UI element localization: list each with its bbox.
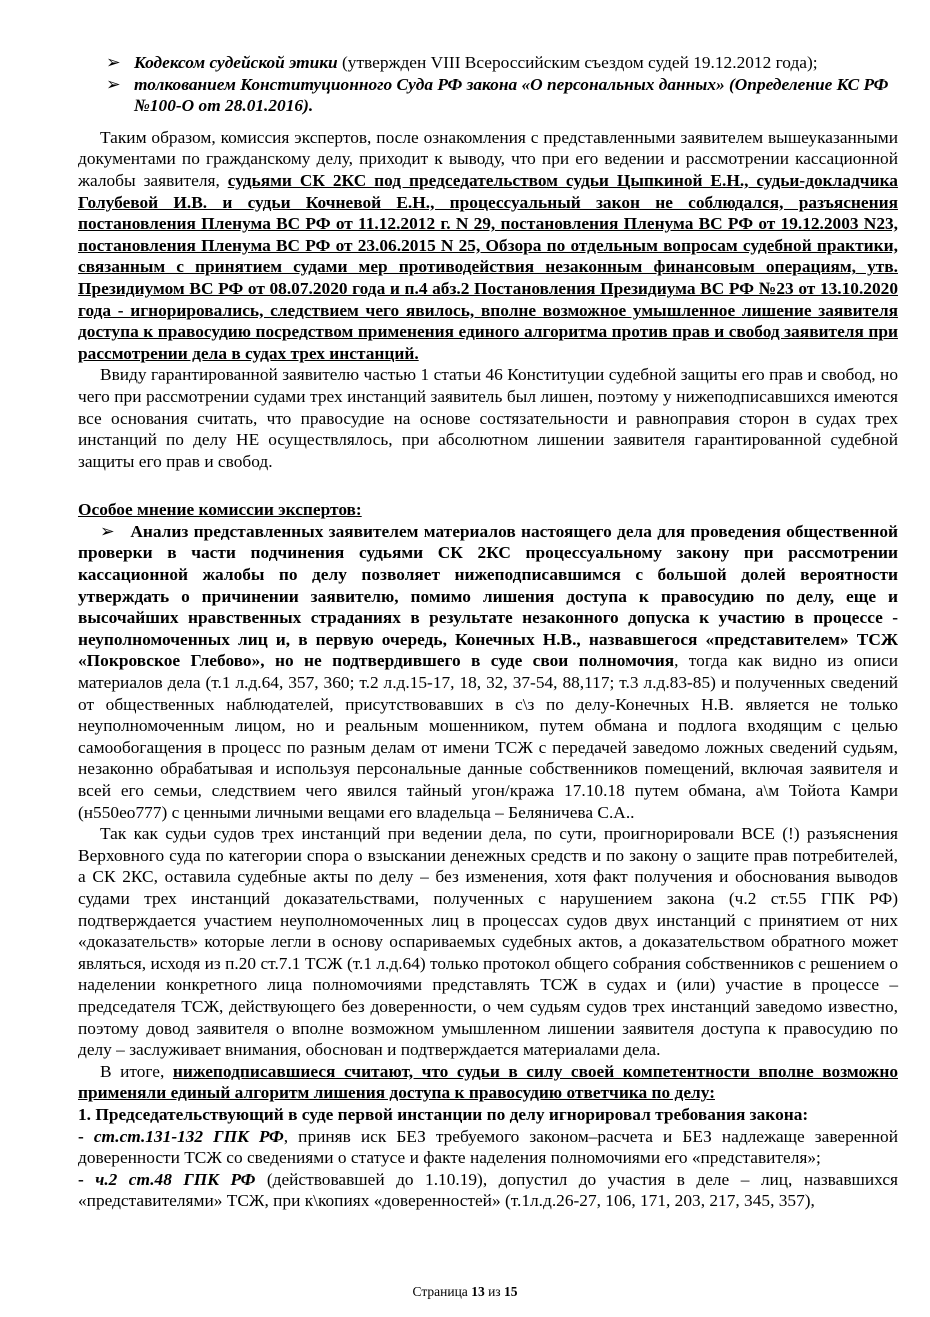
list-item: - ч.2 ст.48 ГПК РФ (действовавшей до 1.10.19), допустил до участия в деле – лиц, назвавшихся «представителями» ТСЖ, при к\копиях «доверенностей» (т.1л.д.26-27, 106, 171, 203, 217, 345, 357), xyxy=(78,1169,898,1211)
section-heading: Особое мнение комиссии экспертов: xyxy=(78,500,362,520)
paragraph-result: В итоге, нижеподписавшиеся считают, что судьи в силу своей компетентности вполне возможно применяли единый алгоритм лишения доступа к правосудию ответчика по делу: xyxy=(78,1061,898,1103)
current-page: 13 xyxy=(471,1284,485,1299)
paragraph-conclusion: Таким образом, комиссия экспертов, после ознакомления с представленными заявителем вышеуказанными документами по гражданскому делу, приходит к выводу, что при его ведении и рассмотрении кассационной жалобы заявителя, судьями СК 2КС под председательством судьи Цыпкиной Е.Н., судьи-докладчика Голубевой И.В. и судьи Кочневой Е.Н., процессуальный закон не соблюдался, разъяснения постановления Пленума ВС РФ от 11.12.2012 г. N 29, постановления Пленума ВС РФ от 19.12.2003 N23, постановления Пленума ВС РФ от 23.06.2015 N 25, Обзора по отдельным вопросам судебной практики, связанным с принятием судами мер противодействия незаконным финансовым операциям, утв. Президиумом ВС РФ от 08.07.2020 года и п.4 абз.2 Постановления Президиума ВС РФ №23 от 13.10.2020 года - игнорировались, следствием чего явилось, вполне возможное умышленное лишение заявителя доступа к правосудию посредством применения единого алгоритма против прав и свобод заявителя при рассмотрении дела в судах трех инстанций. xyxy=(78,127,898,363)
arrow-bullet-icon: ➢ xyxy=(100,521,115,541)
arrow-bullet-icon: ➢ xyxy=(106,74,121,94)
bullet-item xyxy=(78,52,898,74)
paragraph-courts: Так как судьи судов трех инстанций при ведении дела, по сути, проигнорировали ВСЕ (!) разъяснения Верховного суда по категории спора о взыскании денежных средств и по закону о защите прав потребителей, а СК 2КС, оставила судебные акты по делу – без изменения, хотя факт получения и обоснования выводов судами трех инстанций доказательствами, полученных с нарушением закона (ч.2 ст.55 ГПК РФ) подтверждается участием неуполномоченных лиц в процессах судов двух инстанций с принятием от них «доказательств» которые легли в основу оспариваемых судебных актов, а доказательством обратного может являться, исходя из п.20 ст.7.1 ТСЖ (т.1 л.д.64) только протокол общего собрания собственников с решением о наделении конкретного лица полномочиями представлять ТСЖ в судах и (или) участие в процессе – председателя ТСЖ, действующего без доверенности, о чем судьям судов трех инстанций заведомо известно, поэтому довод заявителя о вполне возможном умышленном лишении заявителя доступа к правосудию по делу – заслуживает внимания, обоснован и подтверждается материалами дела. xyxy=(78,824,898,1060)
bullet-emphasis: толкованием Конституционного Суда РФ закона «О персональных данных» (Определение КС РФ №100-О от 28.01.2016). xyxy=(134,74,889,116)
item-heading: 1. Председательствующий в суде первой инстанции по делу игнорировал требования закона: xyxy=(78,1104,809,1124)
document-page xyxy=(78,52,898,1212)
page-number-footer: Страница 13 из 15 xyxy=(412,1284,518,1299)
bullet-item xyxy=(78,74,898,117)
bullet-emphasis: Кодексом судейской этики xyxy=(134,53,338,72)
total-pages: 15 xyxy=(504,1284,518,1299)
emphasis-underlined: судьями СК 2КС под председательством судьи Цыпкиной Е.Н., судьи-докладчика Голубевой И.В. и судьи Кочневой Е.Н., процессуальный закон не соблюдался, разъяснения постановления Пленума ВС РФ от 11.12.2012 г. N 29, постановления Пленума ВС РФ от 19.12.2003 N23, постановления Пленума ВС РФ от 23.06.2015 N 25, Обзора по отдельным вопросам судебной практики, связанным с принятием судами мер противодействия незаконным финансовым операциям, утв. Президиумом ВС РФ от 08.07.2020 года и п.4 абз.2 Постановления Президиума ВС РФ №23 от 13.10.2020 года - игнорировались, следствием чего явилось, вполне возможное умышленное лишение заявителя доступа к правосудию посредством применения единого алгоритма против прав и свобод заявителя при рассмотрении дела в судах трех инстанций. xyxy=(78,170,898,363)
special-opinion-paragraph: ➢ Анализ представленных заявителем материалов настоящего дела для проведения общественной проверки в части подчинения судьями СК 2КС процессуальному закону при рассмотрении кассационной жалобы по делу позволяет нижеподписавшимся с большой долей вероятности утверждать о причинении заявителю, помимо лишения доступа к правосудию по делу, еще и высочайших нравственных страданиях в результате незаконного допуска к участию в процессе - неуполномоченных лиц и, в первую очередь, Конечных Н.В., назвавшегося «представителем» ТСЖ «Покровское Глебово», но не подтвердившего в суде свои полномочия, тогда как видно из описи материалов дела (т.1 л.д.64, 357, 360; т.2 л.д.15-17, 18, 32, 37-54, 88,117; т.3 л.д.83-85) и полученных сведений от общественных наблюдателей, присутствовавших в с\з по делу-Конечных Н.В. является не только неуполномоченным лицом, но и реальным мошенником, путем обмана и подлога входящим с целью самообогащения в процесс по разным делам от имени ТСЖ с передачей заведомо ложных сведений судьям, незаконно обрабатывая и используя персональные данные собственников помещений, включая заявителя и всей его семьи, следствием чего явился тайный угон/кража 17.10.18 путем обмана, а\м Тойота Камри (н550ео777) с ценными личными вещами его владельца – Беляничева С.А.. xyxy=(78,521,898,822)
paragraph-constitution: Ввиду гарантированной заявителю частью 1 статьи 46 Конституции судебной защиты его прав и свобод, но чего при рассмотрении судами трех инстанций заявитель был лишен, поэтому у нижеподписавшихся имеются все основания считать, что правосудие на основе состязательности и равноправия сторон в судах трех инстанций по делу НЕ осуществлялось, при абсолютном лишении заявителя гарантированной судебной защиты его прав и свобод. xyxy=(78,365,898,471)
bullet-text: (утвержден VIII Всероссийским съездом судей 19.12.2012 года); xyxy=(337,53,818,72)
list-item: - ст.ст.131-132 ГПК РФ, приняв иск БЕЗ требуемого законом–расчета и БЕЗ надлежаще заверенной доверенности ТСЖ со сведениями о статусе и факте наделения полномочиями его «представителя»; xyxy=(78,1126,898,1168)
arrow-bullet-icon: ➢ xyxy=(106,53,121,72)
emphasis-underlined: нижеподписавшиеся считают, что судьи в силу своей компетентности вполне возможно применяли единый алгоритм лишения доступа к правосудию ответчика по делу: xyxy=(78,1061,898,1103)
